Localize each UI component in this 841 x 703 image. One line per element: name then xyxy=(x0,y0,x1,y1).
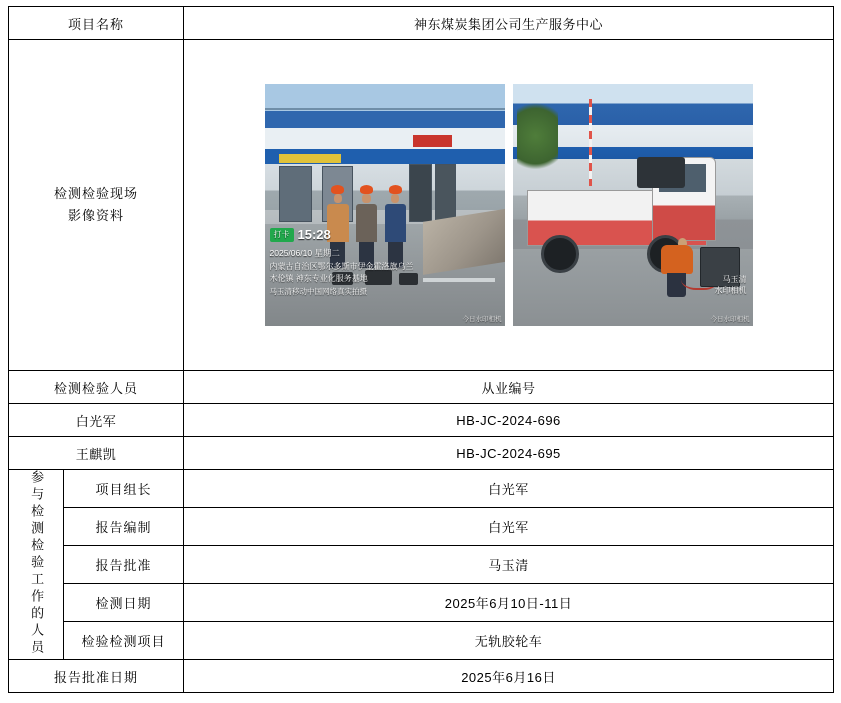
table-row-media xyxy=(9,40,834,371)
photo1-blue-band xyxy=(265,111,505,128)
helmet-icon xyxy=(360,185,373,194)
photo1-watermark-time-row xyxy=(270,226,470,245)
photo1-red-sign xyxy=(413,135,451,147)
media-label-cell xyxy=(9,40,184,371)
site-photo-workers xyxy=(265,84,505,326)
photo1-corner-mark: 今日水印相机 xyxy=(462,316,502,323)
participant-value-4: 无轨胶轮车 xyxy=(184,622,834,660)
helmet-icon xyxy=(331,185,344,194)
table-row-inspector-1 xyxy=(9,404,834,437)
participant-value-2: 马玉清 xyxy=(184,546,834,584)
table-row-inspector-2 xyxy=(9,437,834,470)
photo2-tree xyxy=(517,96,558,169)
participant-value-3: 2025年6月10日-11日 xyxy=(184,584,834,622)
table-row-participant-0 xyxy=(9,470,834,508)
photo-gallery xyxy=(184,40,833,370)
table-row-approval-date xyxy=(9,660,834,693)
photo1-location-line2: 木伦镇 神东专业化服务基地 xyxy=(269,273,368,283)
site-photo-truck xyxy=(513,84,753,326)
photo2-corner-mark: 今日水印相机 xyxy=(710,316,750,323)
photo1-worker-2-head xyxy=(362,194,370,203)
participant-value-0: 白光军 xyxy=(184,470,834,508)
photo1-time: 15:28 xyxy=(297,226,331,242)
inspector-code-header: 从业编号 xyxy=(184,371,834,404)
inspector-2-name: 王麒凯 xyxy=(9,437,184,470)
participant-label-2: 报告批准 xyxy=(64,546,184,584)
table-row-inspector-header xyxy=(9,371,834,404)
approval-date-value: 2025年6月16日 xyxy=(184,660,834,693)
participant-label-0: 项目组长 xyxy=(64,470,184,508)
photo1-worker-1-head xyxy=(334,194,342,203)
participants-label-cell xyxy=(9,470,64,660)
media-photos-cell xyxy=(184,40,834,371)
photo1-date: 2025/06/10 星期二 xyxy=(269,247,340,258)
table-row-participant-2 xyxy=(9,546,834,584)
project-name-label: 项目名称 xyxy=(9,7,184,40)
photo1-sky xyxy=(265,84,505,111)
project-name-value: 神东煤炭集团公司生产服务中心 xyxy=(184,7,834,40)
photo2-watermark xyxy=(715,274,747,296)
table-row-participant-3 xyxy=(9,584,834,622)
photo2-signature-line2: 水印相机 xyxy=(714,285,747,295)
participant-value-1: 白光军 xyxy=(184,508,834,546)
table-row-participant-4 xyxy=(9,622,834,660)
inspector-1-name: 白光军 xyxy=(9,404,184,437)
inspector-1-code: HB-JC-2024-696 xyxy=(184,404,834,437)
photo1-watermark xyxy=(270,226,470,298)
inspection-record-table xyxy=(8,6,834,693)
inspector-2-code: HB-JC-2024-695 xyxy=(184,437,834,470)
photo1-wall xyxy=(265,128,505,150)
media-label-line1: 检测检验现场 xyxy=(54,185,139,201)
photo1-location-line1: 内蒙古自治区鄂尔多斯市伊金霍洛旗乌兰 xyxy=(269,261,414,271)
table-row-participant-1 xyxy=(9,508,834,546)
participant-label-1: 报告编制 xyxy=(64,508,184,546)
media-label-line2: 影像资料 xyxy=(68,208,125,223)
photo1-door-4 xyxy=(435,164,456,222)
table-row-project-name xyxy=(9,7,834,40)
photo1-yellow-banner xyxy=(279,154,341,162)
inspector-label: 检测检验人员 xyxy=(9,371,184,404)
helmet-icon xyxy=(389,185,402,194)
photo2-wheel-1 xyxy=(541,235,578,272)
photo2-signature-line1: 马玉清 xyxy=(722,274,747,284)
checkin-badge: 打卡 xyxy=(270,228,294,242)
approval-date-label: 报告批准日期 xyxy=(9,660,184,693)
photo1-org: 马玉清移动中国网络真实拍摄 xyxy=(269,287,368,297)
photo1-door-3 xyxy=(409,164,433,222)
photo1-door-1 xyxy=(279,166,312,221)
participants-label: 参与检测检验工作的人员 xyxy=(29,469,45,657)
photo2-warning-pole xyxy=(589,99,592,186)
participant-label-4: 检验检测项目 xyxy=(64,622,184,660)
participant-label-3: 检测日期 xyxy=(64,584,184,622)
photo1-worker-3-head xyxy=(391,194,399,203)
photo2-truck-load xyxy=(637,157,685,188)
